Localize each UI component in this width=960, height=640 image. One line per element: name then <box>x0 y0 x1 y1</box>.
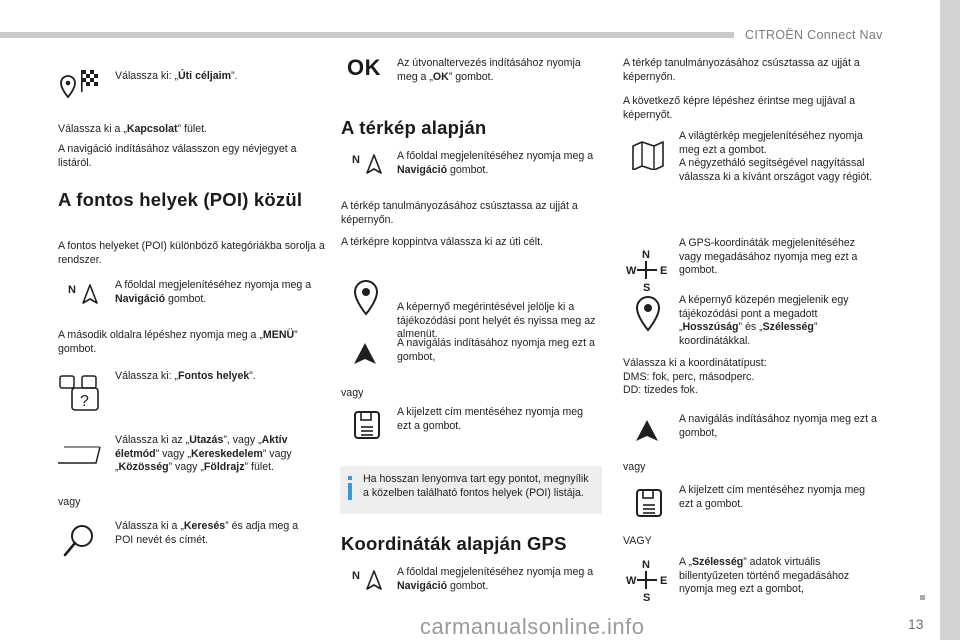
step-my-destinations: Válassza ki: „Úti céljaim”. <box>115 70 238 82</box>
map-tap-text: A térképre koppintva válassza ki az úti célt. <box>341 236 543 248</box>
navigation-arrow-icon <box>352 568 384 592</box>
step-world-map: A világtérkép megjelenítéséhez nyomja meg ezt a gombot. A négyzetháló segítségével nagyítással válassza ki a kívánt országot vagy régiót. <box>679 130 873 183</box>
map-swipe-text-2: A térkép tanulmányozásához csúsztassa az ujját a képernyőn. <box>623 57 860 83</box>
map-pin-icon <box>350 278 382 318</box>
navigation-arrow-icon <box>352 152 384 176</box>
step-navigation-map: A főoldal megjelenítéséhez nyomja meg a Navigáció gombot. <box>397 150 594 176</box>
step-latitude-keyboard: A „Szélesség” adatok virtuális billentyűzeten történő megadásához nyomja meg ezt a gombot, <box>679 556 850 596</box>
next-image-text: A következő képre lépéshez érintse meg ujjával a képernyőt. <box>623 95 856 121</box>
step-menu-button: A második oldalra lépéshez nyomja meg a „MENÜ” gombot. <box>58 329 298 355</box>
start-navigation-icon <box>352 342 378 366</box>
step-ok-button: Az útvonaltervezés indításához nyomja meg a „OK” gombot. <box>397 57 581 83</box>
step-start-navigation-2: A navigálás indításához nyomja meg ezt a gombot, <box>679 413 877 439</box>
step-navigation-gps: A főoldal megjelenítéséhez nyomja meg a Navigáció gombot. <box>397 566 594 592</box>
svg-text:?: ? <box>80 393 89 410</box>
magnifier-icon <box>60 521 100 561</box>
step-save-address: A kijelzett cím mentéséhez nyomja meg ezt a gombot. <box>397 406 584 432</box>
info-text: Ha hosszan lenyomva tart egy pontot, megnyílik a közelben található fontos helyek (POI) listája. <box>363 473 589 499</box>
step-category-tabs: Válassza ki az „Utazás”, vagy „Aktív életmód” vagy „Kereskedelem” vagy „Közösség” vagy „Földrajz” fület. <box>115 434 292 474</box>
header-brand: CITROËN Connect Nav <box>745 28 883 42</box>
nav-n-label: N <box>352 154 360 166</box>
heading-map: A térkép alapján <box>341 117 487 138</box>
header-rule <box>0 32 734 38</box>
step-start-navigation: A navigálás indításához nyomja meg ezt a gombot, <box>397 337 595 363</box>
svg-text:N: N <box>642 559 650 571</box>
heading-gps: Koordináták alapján GPS <box>341 533 567 554</box>
svg-text:W: W <box>626 265 637 277</box>
or-label: vagy <box>58 496 81 508</box>
world-map-icon <box>630 140 666 170</box>
step-mark-point: A képernyő megérintésével jelölje ki a tájékozódási pont helyét és nyissa meg az almenüt. <box>397 301 596 341</box>
nav-n-label: N <box>352 570 360 582</box>
page-edge-bar <box>940 0 960 640</box>
save-address-icon <box>634 487 664 519</box>
compass-icon <box>624 248 672 292</box>
heading-poi: A fontos helyek (POI) közül <box>58 189 303 210</box>
save-address-icon <box>352 409 382 441</box>
svg-text:S: S <box>643 592 651 602</box>
step-contact-tab: Válassza ki a „Kapcsolat” fület. <box>58 123 207 135</box>
step-center-point: A képernyő közepén megjelenik egy tájékozódási pont a megadott „Hosszúság” és „Szélesség” koordinátákkal. <box>679 294 849 347</box>
ok-icon: OK <box>347 55 381 80</box>
destination-flag-icon <box>58 68 100 102</box>
watermark: carmanualsonline.info <box>420 614 645 639</box>
map-swipe-text: A térkép tanulmányozásához csúsztassa az ujját a képernyőn. <box>341 200 578 226</box>
info-icon <box>347 476 353 500</box>
svg-text:S: S <box>643 282 651 292</box>
step-navigation-button: A főoldal megjelenítéséhez nyomja meg a Navigáció gombot. <box>115 279 312 305</box>
step-gps-coords: A GPS-koordináták megjelenítéséhez vagy megadásához nyomja meg ezt a gombot. <box>679 237 858 277</box>
or-label: vagy <box>341 387 364 399</box>
step-poi-select: Válassza ki: „Fontos helyek”. <box>115 370 256 382</box>
page-number: 13 <box>908 616 924 632</box>
step-search: Válassza ki a „Keresés” és adja meg a POI nevét és címét. <box>115 520 299 546</box>
or-label: vagy <box>623 461 646 473</box>
map-pin-icon <box>632 294 664 334</box>
navigation-arrow-icon <box>68 282 100 306</box>
svg-text:N: N <box>642 249 650 261</box>
svg-text:W: W <box>626 575 637 587</box>
coordinate-type-text: Válassza ki a koordinátatípust: DMS: fok, perc, másodperc. DD: tizedes fok. <box>623 357 767 397</box>
compass-icon <box>624 558 672 602</box>
category-tab-icon <box>56 443 102 467</box>
page-edge-marker <box>920 595 925 600</box>
start-navigation-icon <box>634 419 660 443</box>
svg-text:E: E <box>660 265 668 277</box>
poi-intro: A fontos helyeket (POI) különböző kategóriákba sorolja a rendszer. <box>58 240 325 266</box>
step-choose-contact: A navigáció indításához válasszon egy névjegyet a listáról. <box>58 143 297 169</box>
or-upper-label: VAGY <box>623 535 652 547</box>
step-save-address-2: A kijelzett cím mentéséhez nyomja meg ezt a gombot. <box>679 484 866 510</box>
svg-text:E: E <box>660 575 668 587</box>
nav-n-label: N <box>68 284 76 296</box>
poi-search-icon <box>58 372 104 412</box>
